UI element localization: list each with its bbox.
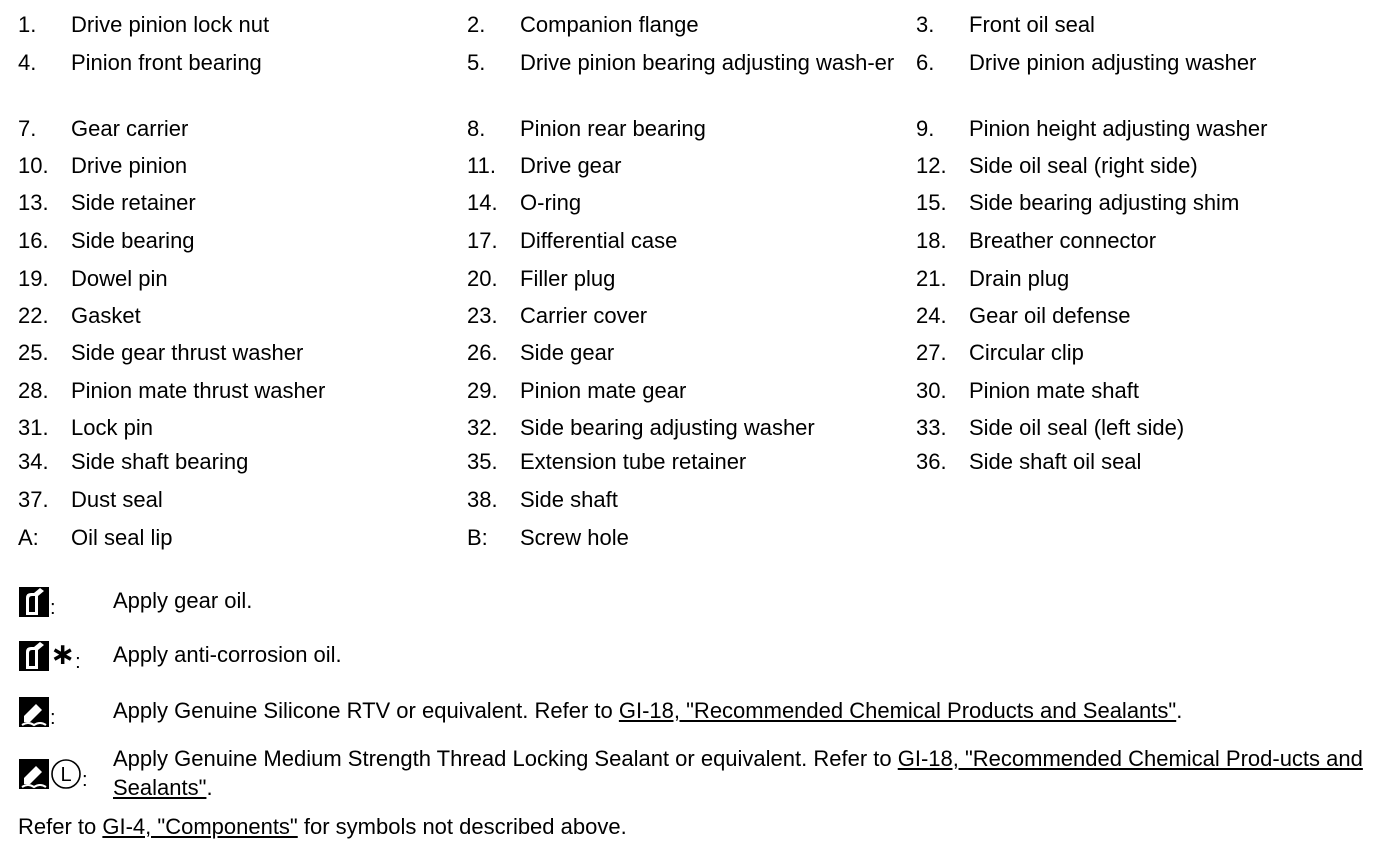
part-number: 6. [916,50,935,75]
part-name: Pinion height adjusting washer [969,116,1268,141]
part-name: Side bearing [71,228,195,253]
sealant-tube-icon: : [18,696,56,732]
thread-lock-period: . [206,775,213,800]
part-number: 36. [916,449,947,474]
part-name: Side gear thrust washer [71,340,304,365]
gi-4-link[interactable]: GI-4, "Components" [102,814,298,839]
part-number: 5. [467,50,486,75]
part-name: O-ring [520,190,582,215]
part-number: 7. [18,116,37,141]
gi-18-link-2[interactable]: GI-18, "Recommended Chemical Prod-ucts and Sealants" [113,746,1363,800]
silicone-description [113,696,1373,725]
part-name: Companion flange [520,12,699,37]
part-number: 9. [916,116,935,141]
part-name: Drive pinion bearing adjusting wash-er [520,50,895,75]
part-name: Side retainer [71,190,196,215]
asterisk-icon: ∗ [50,638,76,671]
part-number: 16. [18,228,49,253]
part-number: 10. [18,153,49,178]
part-name: Drive gear [520,153,622,178]
part-number: 30. [916,378,947,403]
part-number: 2. [467,12,486,37]
part-number: 8. [467,116,486,141]
part-name: Lock pin [71,415,153,440]
part-name: Differential case [520,228,678,253]
part-number: 4. [18,50,37,75]
part-number: 12. [916,153,947,178]
part-name: Pinion mate shaft [969,378,1139,403]
oil-can-asterisk-icon: ∗: [18,640,81,676]
gi-18-link[interactable]: GI-18, "Recommended Chemical Products and Sealants" [618,698,1177,723]
part-number: 11. [467,153,496,178]
l-letter: L [60,764,72,786]
silicone-period: . [1176,698,1183,723]
part-name: Drive pinion [71,153,188,178]
part-number: 18. [916,228,947,253]
part-name: Filler plug [520,266,616,291]
part-number: 28. [18,378,49,403]
part-number: 25. [18,340,49,365]
part-name: Gear oil defense [969,303,1131,328]
part-number: 26. [467,340,498,365]
part-number: 21. [916,266,947,291]
part-name: Side shaft [520,487,618,512]
part-number: 15. [916,190,947,215]
part-name: Circular clip [969,340,1084,365]
part-name: Side bearing adjusting washer [520,415,815,440]
part-number: 29. [467,378,498,403]
part-name: Front oil seal [969,12,1095,37]
part-name: Screw hole [520,525,629,550]
part-number: 31. [18,415,49,440]
part-number: 34. [18,449,49,474]
thread-lock-description [113,744,1373,802]
part-number: 32. [467,415,498,440]
part-name: Pinion front bearing [71,50,262,75]
part-number: 14. [467,190,498,215]
part-number: B: [467,525,488,550]
part-name: Dowel pin [71,266,168,291]
footer-text-after: for symbols not described above. [297,814,627,839]
part-name: Gear carrier [71,116,189,141]
part-number: 38. [467,487,498,512]
part-number: 3. [916,12,935,37]
part-number: 35. [467,449,498,474]
gear-oil-description: Apply gear oil. [113,588,253,613]
part-number: 1. [18,12,37,37]
part-name: Pinion rear bearing [520,116,706,141]
part-number: 22. [18,303,49,328]
part-name: Side shaft oil seal [969,449,1142,474]
part-number: 13. [18,190,49,215]
part-name: Carrier cover [520,303,648,328]
sealant-tube-l-icon: L : [18,758,88,794]
part-name: Breather connector [969,228,1157,253]
part-name: Extension tube retainer [520,449,747,474]
part-number: 19. [18,266,49,291]
footer-note [18,812,627,841]
part-number: 17. [467,228,498,253]
silicone-text: Apply Genuine Silicone RTV or equivalent. Refer to [113,698,619,723]
part-name: Side bearing adjusting shim [969,190,1240,215]
part-name: Pinion mate thrust washer [71,378,326,403]
part-name: Dust seal [71,487,163,512]
part-name: Side oil seal (left side) [969,415,1185,440]
footer-text: Refer to [18,814,103,839]
part-name: Side shaft bearing [71,449,249,474]
part-name: Gasket [71,303,141,328]
part-name: Side oil seal (right side) [969,153,1198,178]
part-number: 27. [916,340,947,365]
part-number: 20. [467,266,498,291]
part-number: 37. [18,487,49,512]
part-name: Pinion mate gear [520,378,687,403]
part-number: 33. [916,415,947,440]
part-number: 23. [467,303,498,328]
part-name: Side gear [520,340,615,365]
part-name: Oil seal lip [71,525,173,550]
part-number: 24. [916,303,947,328]
part-number: A: [18,525,39,550]
part-name: Drive pinion adjusting washer [969,50,1257,75]
anti-corrosion-description: Apply anti-corrosion oil. [113,642,342,667]
part-name: Drain plug [969,266,1070,291]
part-name: Drive pinion lock nut [71,12,270,37]
thread-lock-text: Apply Genuine Medium Strength Thread Locking Sealant or equivalent. Refer to [113,746,898,771]
oil-can-icon: : [18,586,56,622]
